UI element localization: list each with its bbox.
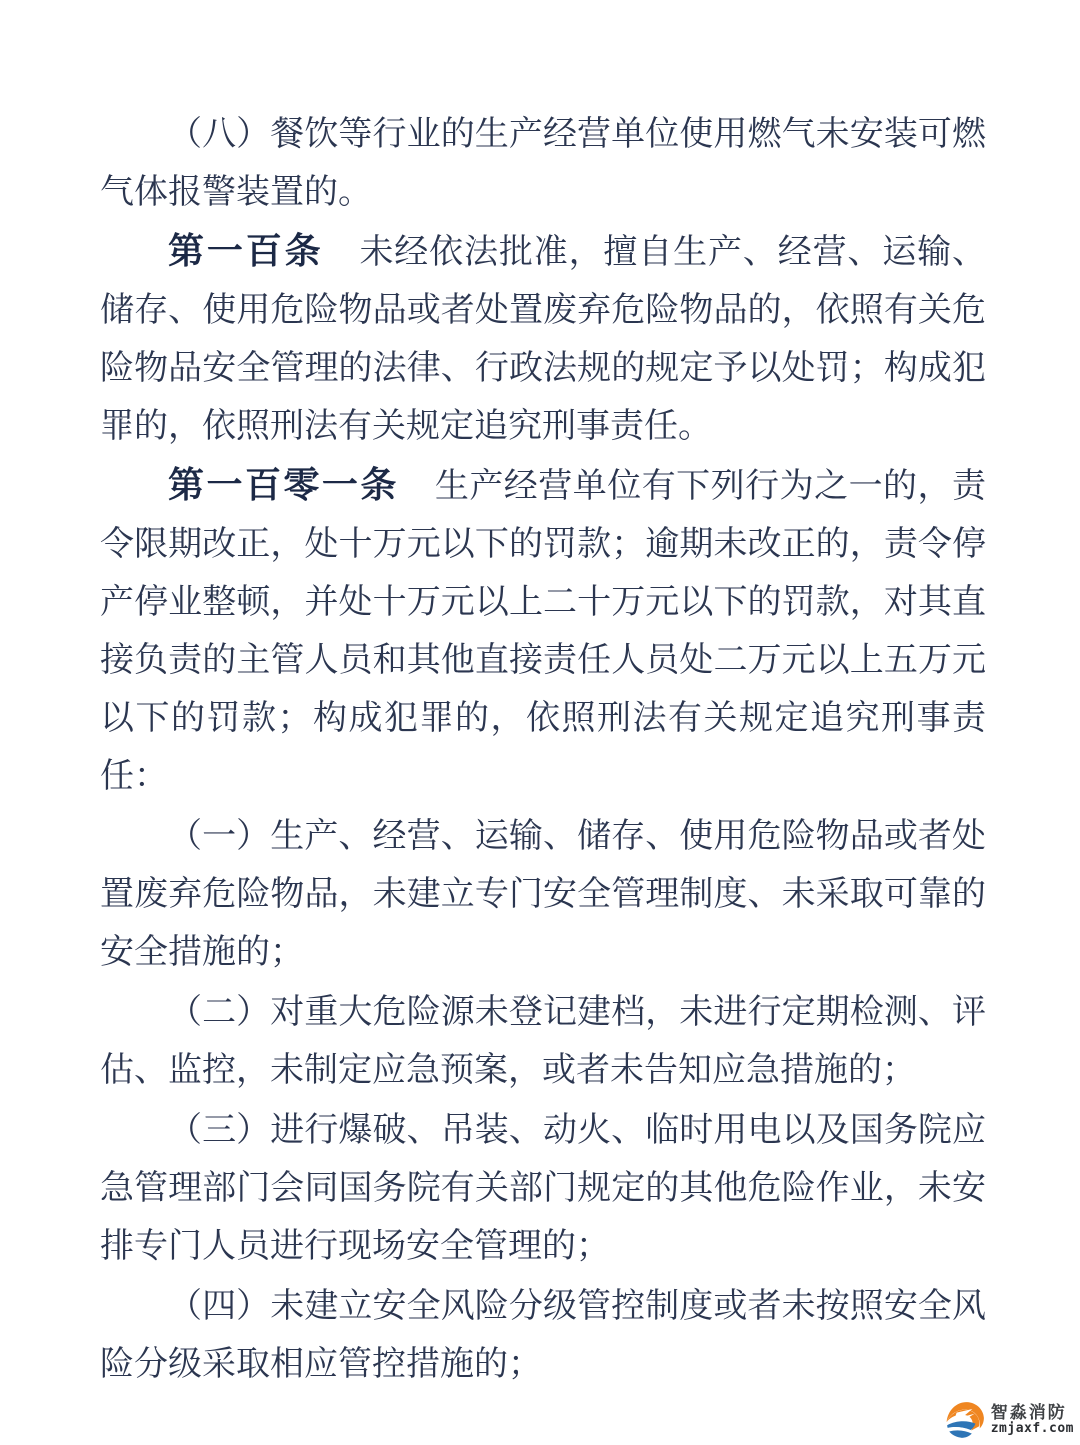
paragraph-article-101 xyxy=(100,456,986,806)
paragraph-text: （一）生产、经营、运输、储存、使用危险物品或者处置废弃危险物品，未建立专门安全管理制度、未采取可靠的安全措施的； xyxy=(100,818,986,971)
brand-watermark xyxy=(944,1399,1074,1441)
paragraph-item-4 xyxy=(100,1276,986,1394)
paragraph-text: （四）未建立安全风险分级管控制度或者未按照安全风险分级采取相应管控措施的； xyxy=(100,1288,986,1383)
article-number: 第一百零一条 xyxy=(168,464,399,505)
paragraph-text: 生产经营单位有下列行为之一的，责令限期改正，处十万元以下的罚款；逾期未改正的，责令停产停业整顿，并处十万元以上二十万元以下的罚款，对其直接负责的主管人员和其他直接责任人员处二万元以上五万元以下的罚款；构成犯罪的，依照刑法有关规定追究刑事责任： xyxy=(100,468,986,795)
paragraph-item-8 xyxy=(100,104,986,222)
brand-logo-icon xyxy=(944,1399,986,1441)
paragraph-text: （二）对重大危险源未登记建档，未进行定期检测、评估、监控，未制定应急预案，或者未告知应急措施的； xyxy=(100,994,986,1089)
paragraph-text: （三）进行爆破、吊装、动火、临时用电以及国务院应急管理部门会同国务院有关部门规定的其他危险作业，未安排专门人员进行现场安全管理的； xyxy=(100,1112,986,1265)
paragraph-item-1 xyxy=(100,806,986,982)
paragraph-text: （八）餐饮等行业的生产经营单位使用燃气未安装可燃气体报警装置的。 xyxy=(100,116,986,211)
paragraph-item-2 xyxy=(100,982,986,1100)
paragraph-article-100 xyxy=(100,222,986,456)
brand-domain: zmjaxf.com xyxy=(990,1421,1074,1437)
article-number: 第一百条 xyxy=(168,230,324,271)
legal-text-body xyxy=(100,104,986,1394)
paragraph-item-3 xyxy=(100,1100,986,1276)
paragraph-text: 未经依法批准，擅自生产、经营、运输、储存、使用危险物品或者处置废弃危险物品的，依照有关危险物品安全管理的法律、行政法规的规定予以处罚；构成犯罪的，依照刑法有关规定追究刑事责任。 xyxy=(100,234,986,445)
brand-text-block xyxy=(991,1404,1074,1437)
brand-name: 智淼消防 xyxy=(990,1402,1067,1422)
